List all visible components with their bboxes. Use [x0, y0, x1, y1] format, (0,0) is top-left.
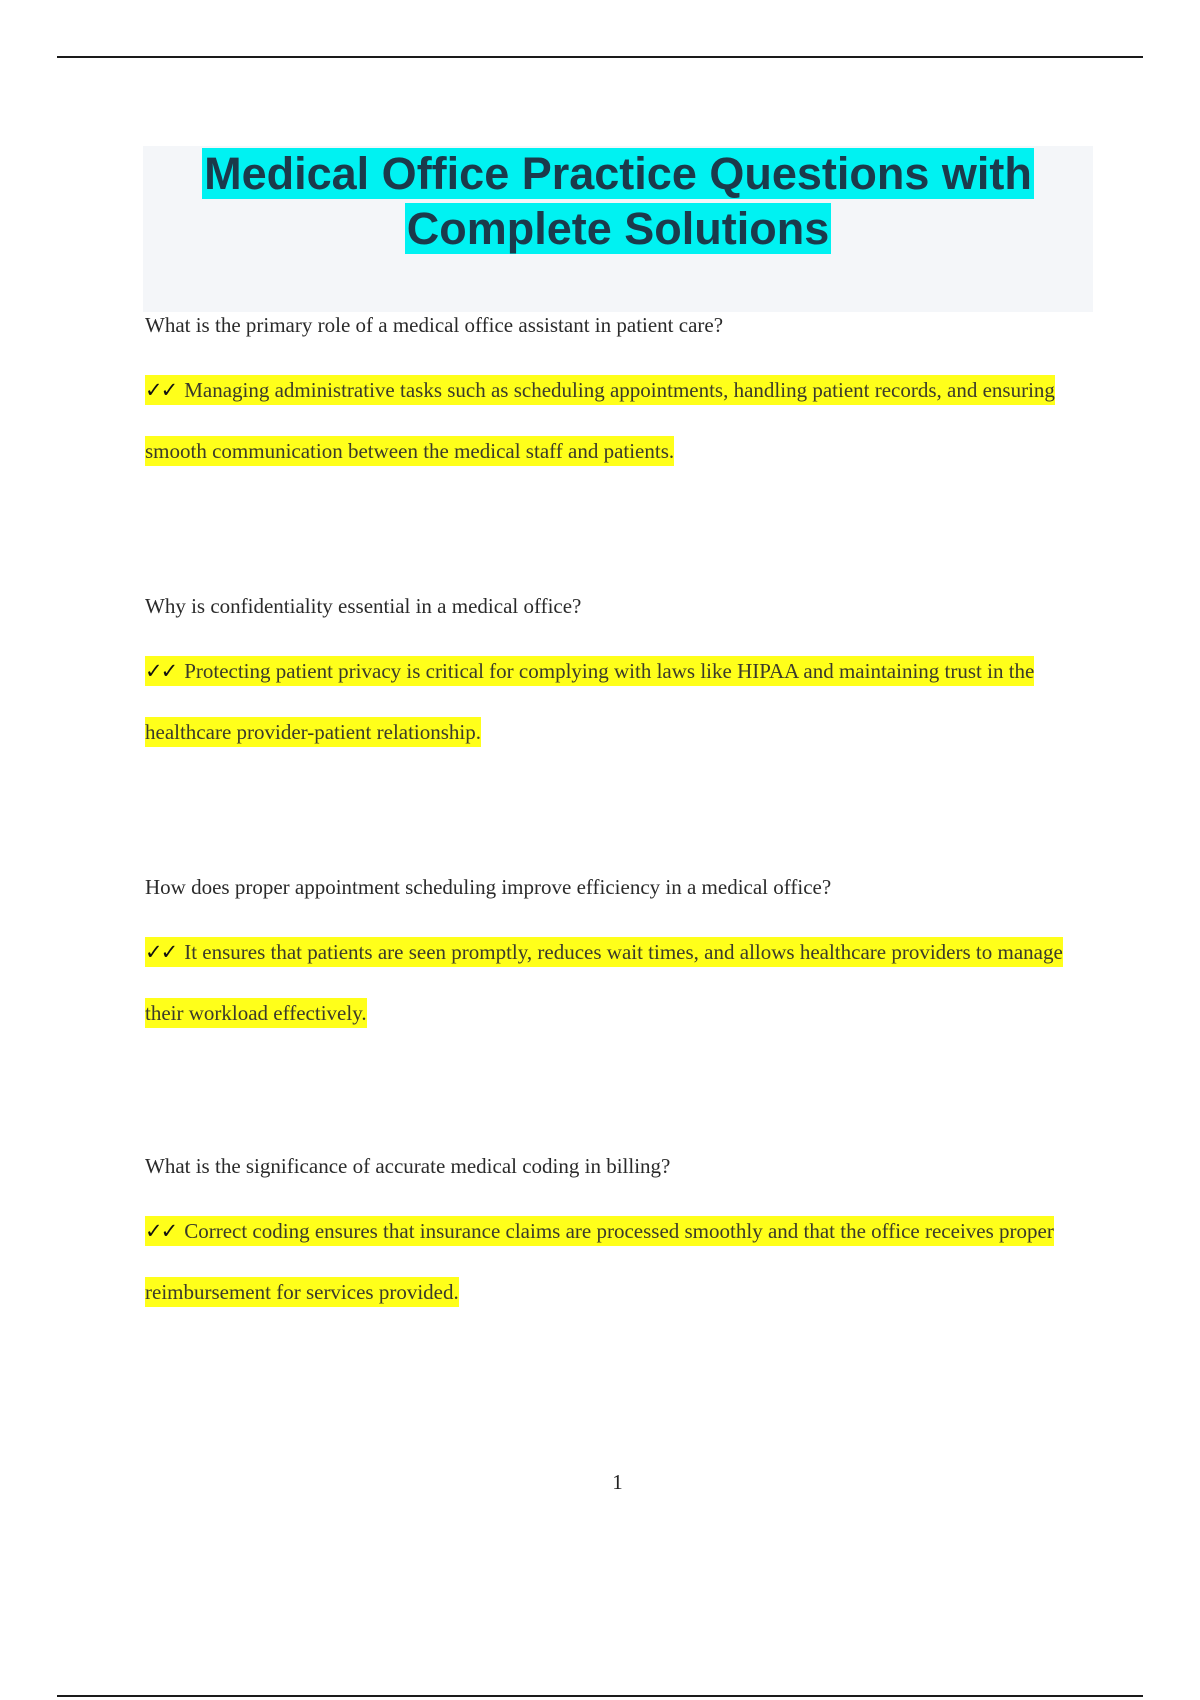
header-rule — [57, 56, 1143, 58]
answer-highlight — [145, 656, 1034, 747]
qa-item — [145, 874, 1065, 1044]
answer-paragraph — [145, 360, 1065, 482]
answer-text: It ensures that patients are seen promptly, reduces wait times, and allows healthcare providers to manage their workload effectively. — [145, 940, 1063, 1025]
page-number: 1 — [612, 1470, 623, 1494]
double-check-icon: ✓✓ — [145, 1219, 177, 1243]
double-check-icon: ✓✓ — [145, 378, 177, 402]
qa-item — [145, 312, 1065, 482]
question-text: Why is confidentiality essential in a medical office? — [145, 594, 582, 618]
double-check-icon: ✓✓ — [145, 940, 177, 964]
qa-item — [145, 1153, 1065, 1323]
answer-paragraph — [145, 1201, 1065, 1323]
answer-paragraph — [145, 922, 1065, 1044]
answer-text: Correct coding ensures that insurance claims are processed smoothly and that the office receives proper reimbursement for services provided. — [145, 1219, 1054, 1304]
double-check-icon: ✓✓ — [145, 659, 177, 683]
qa-item — [145, 593, 1065, 763]
answer-text: Protecting patient privacy is critical for complying with laws like HIPAA and maintaining trust in the healthcare provider-patient relationship. — [145, 659, 1035, 744]
answer-paragraph — [145, 641, 1065, 763]
question-text: How does proper appointment scheduling improve efficiency in a medical office? — [145, 875, 832, 899]
footer-rule — [57, 1695, 1143, 1697]
answer-highlight — [145, 375, 1055, 466]
answer-highlight — [145, 937, 1063, 1028]
title-block — [143, 146, 1093, 312]
question-text: What is the primary role of a medical office assistant in patient care? — [145, 313, 724, 337]
question-text: What is the significance of accurate medical coding in billing? — [145, 1154, 671, 1178]
answer-text: Managing administrative tasks such as scheduling appointments, handling patient records, and ensuring smooth communication between the medical staff and patients. — [145, 378, 1055, 463]
answer-highlight — [145, 1216, 1054, 1307]
document-title: Medical Office Practice Questions with Complete Solutions — [204, 148, 1032, 254]
